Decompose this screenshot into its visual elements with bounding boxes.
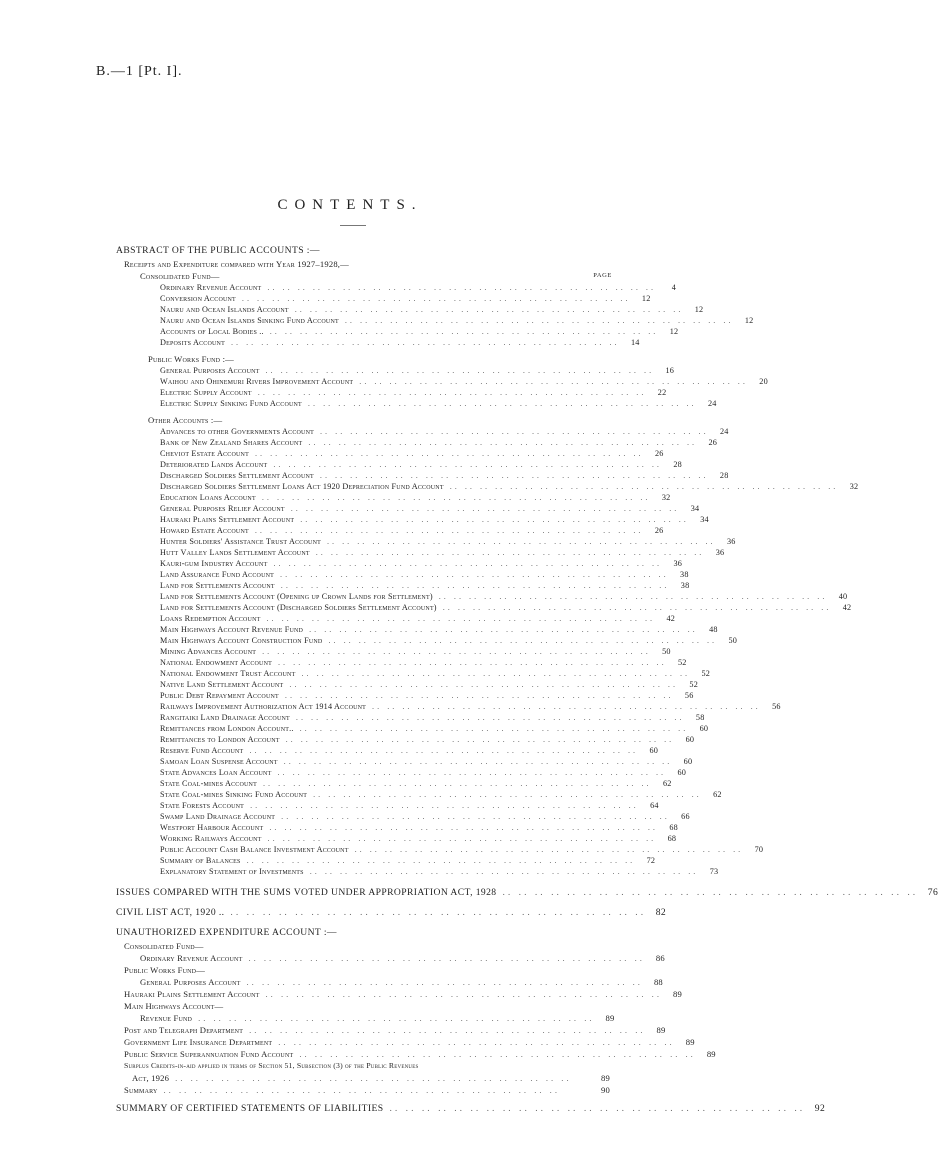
- section-civil-list: CIVIL LIST ACT, 1920 .. .. .. .. .. .. .. .. .. .. .. .. .. .. .. .. .. .. .. .. .. .. .. .. .. .. .. 82: [116, 907, 667, 918]
- toc-entry-label: Deteriorated Lands Account: [160, 460, 268, 469]
- toc-entry-label: National Endowment Account: [160, 658, 272, 667]
- toc-leader: .. .. .. .. .. .. .. .. .. .. .. .. .. .. .. .. .. .. .. .. .. .. .. .. .. ..: [313, 790, 702, 799]
- toc-entry-label: Nauru and Ocean Islands Sinking Fund Account: [160, 316, 339, 325]
- toc-entry-label: Samoan Loan Suspense Account: [160, 757, 278, 766]
- toc-entry-label: General Purposes Relief Account: [160, 504, 285, 513]
- section-abstract: ABSTRACT OF THE PUBLIC ACCOUNTS :—: [116, 245, 320, 256]
- toc-entry-label: State Coal-mines Account: [160, 779, 257, 788]
- toc-entry-label: Cheviot Estate Account: [160, 449, 249, 458]
- toc-entry-label: Education Loans Account: [160, 493, 256, 502]
- toc-entry: [0, 734, 700, 745]
- toc-entry-page: 34: [690, 504, 700, 513]
- toc-entry: [0, 525, 700, 536]
- toc-entry: [0, 326, 700, 337]
- subsection-other: Other Accounts :—: [148, 415, 223, 425]
- u-consolidated: Consolidated Fund—: [124, 941, 204, 951]
- toc-entry-label: Railways Improvement Authorization Act 1914 Account: [160, 702, 367, 711]
- toc-entry: [0, 811, 700, 822]
- toc-entry-page: 38: [680, 581, 690, 590]
- toc-entry-page: 34: [700, 515, 709, 524]
- toc-entry: [0, 723, 709, 734]
- page-column-label: PAGE: [593, 272, 612, 279]
- u-superann: Public Service Superannuation Fund Account .. .. .. .. .. .. .. .. .. .. .. .. .. .. .. .. .. .. .. .. .. .. .. .. .. .. 89: [124, 1049, 716, 1059]
- toc-entry-page: 42: [842, 603, 852, 612]
- toc-leader: .. .. .. .. .. .. .. .. .. .. .. .. .. .. .. .. .. .. .. .. .. .. .. .. .. ..: [315, 548, 705, 557]
- toc-entry: [0, 712, 705, 723]
- toc-entry: [0, 426, 729, 437]
- u-govt-life: Government Life Insurance Department .. .. .. .. .. .. .. .. .. .. .. .. .. .. .. .. .. .. .. .. .. .. .. .. .. .. 89: [124, 1037, 695, 1047]
- toc-entry-label: Advances to other Governments Account: [160, 427, 314, 436]
- toc-entry: [0, 337, 700, 348]
- toc-leader: .. .. .. .. .. .. .. .. .. .. .. .. .. .. .. .. .. .. .. .. .. .. .. .. .. ..: [308, 438, 698, 447]
- toc-entry-label: Main Highways Account Construction Fund: [160, 636, 323, 645]
- toc-entry: [0, 387, 700, 398]
- toc-leader: .. .. .. .. .. .. .. .. .. .. .. .. .. .. .. .. .. .. .. .. .. .. .. .. .. ..: [267, 283, 657, 292]
- toc-entry-label: Public Account Cash Balance Investment Account: [160, 845, 349, 854]
- toc-entry-page: 4: [671, 283, 677, 292]
- toc-leader: .. .. .. .. .. .. .. .. .. .. .. .. .. .. .. .. .. .. .. .. .. .. .. .. .. ..: [267, 834, 657, 843]
- toc-leader: .. .. .. .. .. .. .. .. .. .. .. .. .. .. .. .. .. .. .. .. .. .. .. .. .. ..: [289, 680, 678, 689]
- toc-entry-label: Remittances to London Account: [160, 735, 280, 744]
- consolidated-list: [0, 282, 754, 348]
- toc-entry-page: 50: [662, 647, 671, 656]
- toc-leader: .. .. .. .. .. .. .. .. .. .. .. .. .. .. .. .. .. .. .. .. .. .. .. .. .. ..: [328, 636, 718, 645]
- toc-entry-label: Land for Settlements Account: [160, 581, 275, 590]
- toc-entry: [0, 646, 700, 657]
- toc-entry-page: 32: [661, 493, 671, 502]
- toc-entry-page: 60: [699, 724, 709, 733]
- page-title: CONTENTS.: [277, 197, 423, 213]
- toc-entry-page: 28: [719, 471, 729, 480]
- toc-entry-page: 26: [654, 526, 664, 535]
- toc-entry-page: 58: [695, 713, 705, 722]
- toc-leader: .. .. .. .. .. .. .. .. .. .. .. .. .. .. .. .. .. .. .. .. .. .. .. .. .. ..: [230, 338, 620, 347]
- toc-entry-page: 14: [630, 338, 640, 347]
- toc-leader: .. .. .. .. .. .. .. .. .. .. .. .. .. .. .. .. .. .. .. .. .. .. .. .. .. ..: [442, 603, 832, 612]
- toc-entry-label: Reserve Fund Account: [160, 746, 244, 755]
- toc-leader: .. .. .. .. .. .. .. .. .. .. .. .. .. .. .. .. .. .. .. .. .. .. .. .. .. ..: [294, 305, 684, 314]
- toc-entry: [0, 448, 700, 459]
- toc-entry-page: 20: [759, 377, 768, 386]
- toc-entry-label: Rangitaiki Land Drainage Account: [160, 713, 290, 722]
- toc-entry: [0, 690, 700, 701]
- toc-entry-page: 68: [669, 823, 678, 832]
- section-unauthorized: UNAUTHORIZED EXPENDITURE ACCOUNT :—: [116, 927, 337, 938]
- toc-entry-page: 12: [669, 327, 679, 336]
- toc-leader: .. .. .. .. .. .. .. .. .. .. .. .. .. .. .. .. .. .. .. .. .. .. .. .. .. ..: [273, 460, 662, 469]
- toc-leader: .. .. .. .. .. .. .. .. .. .. .. .. .. .. .. .. .. .. .. .. .. .. .. .. .. ..: [449, 482, 839, 491]
- toc-entry: [0, 365, 700, 376]
- toc-leader: .. .. .. .. .. .. .. .. .. .. .. .. .. .. .. .. .. .. .. .. .. .. .. .. .. ..: [283, 757, 673, 766]
- toc-entry: [0, 668, 711, 679]
- u-ordinary: Ordinary Revenue Account .. .. .. .. .. .. .. .. .. .. .. .. .. .. .. .. .. .. .. .. .. .. .. .. .. .. 86: [140, 953, 665, 963]
- toc-entry-page: 56: [772, 702, 781, 711]
- toc-entry-label: Main Highways Account Revenue Fund: [160, 625, 304, 634]
- toc-entry-label: Conversion Account: [160, 294, 236, 303]
- toc-leader: .. .. .. .. .. .. .. .. .. .. .. .. .. .. .. .. .. .. .. .. .. .. .. .. .. ..: [265, 366, 655, 375]
- toc-leader: .. .. .. .. .. .. .. .. .. .. .. .. .. .. .. .. .. .. .. .. .. .. .. .. .. ..: [438, 592, 828, 601]
- u-surplus-line2: Act, 1926 .. .. .. .. .. .. .. .. .. .. .. .. .. .. .. .. .. .. .. .. .. .. .. .. .. .. 89: [132, 1073, 610, 1083]
- toc-entry: [0, 822, 700, 833]
- toc-leader: .. .. .. .. .. .. .. .. .. .. .. .. .. .. .. .. .. .. .. .. .. .. .. .. .. ..: [372, 702, 761, 711]
- toc-entry-page: 12: [641, 294, 651, 303]
- toc-leader: .. .. .. .. .. .. .. .. .. .. .. .. .. .. .. .. .. .. .. .. .. .. .. .. .. ..: [277, 768, 667, 777]
- toc-entry-page: 72: [646, 856, 656, 865]
- toc-leader: .. .. .. .. .. .. .. .. .. .. .. .. .. .. .. .. .. .. .. .. .. .. .. .. .. ..: [320, 427, 709, 436]
- toc-entry: [0, 437, 718, 448]
- toc-entry: [0, 701, 781, 712]
- toc-entry-label: General Purposes Account: [160, 366, 260, 375]
- toc-entry-label: Discharged Soldiers Settlement Loans Act 1920 Depreciation Fund Account: [160, 482, 444, 491]
- toc-entry-page: 26: [708, 438, 718, 447]
- toc-entry-label: Hutt Valley Lands Settlement Account: [160, 548, 310, 557]
- toc-entry-page: 42: [666, 614, 676, 623]
- u-summary: Summary .. .. .. .. .. .. .. .. .. .. .. .. .. .. .. .. .. .. .. .. .. .. .. .. .. .. 90: [124, 1085, 610, 1095]
- toc-entry: [0, 569, 700, 580]
- toc-entry-page: 40: [838, 592, 848, 601]
- toc-entry: [0, 833, 700, 844]
- toc-leader: .. .. .. .. .. .. .. .. .. .. .. .. .. .. .. .. .. .. .. .. .. .. .. .. .. ..: [326, 537, 716, 546]
- toc-leader: .. .. .. .. .. .. .. .. .. .. .. .. .. .. .. .. .. .. .. .. .. .. .. .. .. ..: [250, 801, 639, 810]
- toc-leader: .. .. .. .. .. .. .. .. .. .. .. .. .. .. .. .. .. .. .. .. .. .. .. .. .. ..: [295, 713, 685, 722]
- toc-entry: [0, 514, 709, 525]
- toc-entry: [0, 398, 717, 409]
- public-works-list: [0, 365, 768, 409]
- toc-entry-label: Nauru and Ocean Islands Account: [160, 305, 289, 314]
- toc-entry-label: Explanatory Statement of Investments: [160, 867, 304, 876]
- toc-entry-page: 62: [662, 779, 672, 788]
- toc-entry-page: 52: [678, 658, 687, 667]
- u-general: General Purposes Account .. .. .. .. .. .. .. .. .. .. .. .. .. .. .. .. .. .. .. .. .. .. .. .. .. .. 88: [140, 977, 663, 987]
- toc-entry: [0, 767, 700, 778]
- toc-entry: [0, 591, 848, 602]
- toc-entry-page: 73: [709, 867, 719, 876]
- toc-entry-page: 24: [720, 427, 729, 436]
- toc-entry-label: Deposits Account: [160, 338, 225, 347]
- toc-leader: .. .. .. .. .. .. .. .. .. .. .. .. .. .. .. .. .. .. .. .. .. .. .. .. .. ..: [257, 388, 647, 397]
- toc-entry: [0, 613, 700, 624]
- toc-leader: .. .. .. .. .. .. .. .. .. .. .. .. .. .. .. .. .. .. .. .. .. .. .. .. .. ..: [319, 471, 709, 480]
- toc-entry-page: 52: [701, 669, 711, 678]
- toc-entry: [0, 745, 700, 756]
- u-main-highways: Main Highways Account—: [124, 1001, 224, 1011]
- toc-entry: [0, 778, 700, 789]
- toc-entry: [0, 580, 700, 591]
- toc-leader: .. .. .. .. .. .. .. .. .. .. .. .. .. .. .. .. .. .. .. .. .. .. .. .. .. ..: [281, 812, 670, 821]
- toc-entry-label: Remittances from London Account..: [160, 724, 294, 733]
- toc-entry: [0, 789, 722, 800]
- toc-entry-page: 60: [677, 768, 687, 777]
- toc-entry-page: 36: [715, 548, 725, 557]
- toc-entry: [0, 459, 700, 470]
- toc-leader: .. .. .. .. .. .. .. .. .. .. .. .. .. .. .. .. .. .. .. .. .. .. .. .. .. ..: [280, 570, 669, 579]
- toc-entry-label: Bank of New Zealand Shares Account: [160, 438, 303, 447]
- toc-entry: [0, 536, 736, 547]
- toc-entry: [0, 679, 700, 690]
- toc-entry-page: 52: [689, 680, 698, 689]
- section-issues: ISSUES COMPARED WITH THE SUMS VOTED UNDER APPROPRIATION ACT, 1928 .. .. .. .. .. .. .. .. .. .. .. .. .. .. .. .. .. .. .. .. .. .. .. .. .. .. 76: [116, 887, 938, 898]
- toc-leader: .. .. .. .. .. .. .. .. .. .. .. .. .. .. .. .. .. .. .. .. .. .. .. .. .. ..: [309, 625, 698, 634]
- subsection-consolidated: Consolidated Fund— PAGE: [140, 271, 612, 281]
- toc-entry-page: 60: [685, 735, 695, 744]
- toc-entry-page: 12: [694, 305, 704, 314]
- toc-entry-page: 60: [649, 746, 659, 755]
- toc-entry: [0, 304, 704, 315]
- toc-leader: .. .. .. .. .. .. .. .. .. .. .. .. .. .. .. .. .. .. .. .. .. .. .. .. .. ..: [300, 515, 689, 524]
- u-surplus-line1: Surplus Credits-in-aid applied in terms of Section 51, Subsection (3) of the Public Revenues: [124, 1061, 419, 1070]
- u-public-works: Public Works Fund—: [124, 965, 206, 975]
- toc-entry-label: Waihou and Ohinemuri Rivers Improvement Account: [160, 377, 354, 386]
- toc-entry-page: 24: [707, 399, 717, 408]
- toc-entry-label: Accounts of Local Bodies ..: [160, 327, 264, 336]
- toc-entry: [0, 376, 768, 387]
- toc-leader: .. .. .. .. .. .. .. .. .. .. .. .. .. .. .. .. .. .. .. .. .. .. .. .. .. ..: [241, 294, 631, 303]
- table-of-contents: [0, 243, 938, 1116]
- toc-leader: .. .. .. .. .. .. .. .. .. .. .. .. .. .. .. .. .. .. .. .. .. .. .. .. .. ..: [266, 614, 656, 623]
- toc-entry-label: Mining Advances Account: [160, 647, 257, 656]
- toc-entry-page: 28: [673, 460, 682, 469]
- toc-entry-page: 68: [667, 834, 677, 843]
- subsection-public-works: Public Works Fund :—: [148, 354, 234, 364]
- toc-entry-label: Westport Harbour Account: [160, 823, 264, 832]
- toc-entry-label: Hauraki Plains Settlement Account: [160, 515, 295, 524]
- toc-leader: .. .. .. .. .. .. .. .. .. .. .. .. .. .. .. .. .. .. .. .. .. .. .. .. .. ..: [299, 724, 689, 733]
- toc-leader: .. .. .. .. .. .. .. .. .. .. .. .. .. .. .. .. .. .. .. .. .. .. .. .. .. ..: [307, 399, 697, 408]
- toc-entry-page: 56: [684, 691, 694, 700]
- toc-entry-label: Summary of Balances: [160, 856, 241, 865]
- toc-leader: .. .. .. .. .. .. .. .. .. .. .. .. .. .. .. .. .. .. .. .. .. .. .. .. .. ..: [290, 504, 680, 513]
- toc-entry-label: Electric Supply Sinking Fund Account: [160, 399, 302, 408]
- toc-leader: .. .. .. .. .. .. .. .. .. .. .. .. .. .. .. .. .. .. .. .. .. .. .. .. .. ..: [262, 647, 651, 656]
- subsection-receipts: Receipts and Expenditure compared with Year 1927–1928,—: [124, 259, 349, 269]
- toc-entry: [0, 624, 718, 635]
- toc-entry: [0, 602, 852, 613]
- toc-entry-page: 26: [654, 449, 664, 458]
- toc-entry-label: State Forests Account: [160, 801, 245, 810]
- toc-entry-label: Land Assurance Fund Account: [160, 570, 275, 579]
- toc-leader: .. .. .. .. .. .. .. .. .. .. .. .. .. .. .. .. .. .. .. .. .. .. .. .. .. ..: [269, 823, 658, 832]
- toc-entry: [0, 800, 700, 811]
- toc-entry-page: 36: [673, 559, 683, 568]
- toc-entry-label: Land for Settlements Account (Opening up Crown Lands for Settlement): [160, 592, 433, 601]
- toc-leader: .. .. .. .. .. .. .. .. .. .. .. .. .. .. .. .. .. .. .. .. .. .. .. .. .. ..: [285, 735, 675, 744]
- u-post: Post and Telegraph Department .. .. .. .. .. .. .. .. .. .. .. .. .. .. .. .. .. .. .. .. .. .. .. .. .. .. 89: [124, 1025, 666, 1035]
- u-revenue-fund: Revenue Fund .. .. .. .. .. .. .. .. .. .. .. .. .. .. .. .. .. .. .. .. .. .. .. .. .. .. 89: [140, 1013, 615, 1023]
- toc-leader: .. .. .. .. .. .. .. .. .. .. .. .. .. .. .. .. .. .. .. .. .. .. .. .. .. ..: [269, 327, 659, 336]
- toc-leader: .. .. .. .. .. .. .. .. .. .. .. .. .. .. .. .. .. .. .. .. .. .. .. .. .. ..: [261, 493, 651, 502]
- toc-entry: [0, 866, 719, 877]
- toc-entry-label: Discharged Soldiers Settlement Account: [160, 471, 314, 480]
- toc-entry-page: 38: [680, 570, 689, 579]
- toc-leader: .. .. .. .. .. .. .. .. .. .. .. .. .. .. .. .. .. .. .. .. .. .. .. .. .. ..: [309, 867, 699, 876]
- toc-leader: .. .. .. .. .. .. .. .. .. .. .. .. .. .. .. .. .. .. .. .. .. .. .. .. .. ..: [284, 691, 674, 700]
- toc-entry: [0, 558, 700, 569]
- toc-entry-page: 62: [713, 790, 722, 799]
- toc-entry: [0, 470, 729, 481]
- toc-entry-page: 22: [657, 388, 667, 397]
- section-certified: SUMMARY OF CERTIFIED STATEMENTS OF LIABILITIES .. .. .. .. .. .. .. .. .. .. .. .. .. .. .. .. .. .. .. .. .. .. .. .. .. .. 92: [116, 1103, 826, 1114]
- toc-entry: [0, 503, 700, 514]
- toc-leader: .. .. .. .. .. .. .. .. .. .. .. .. .. .. .. .. .. .. .. .. .. .. .. .. .. ..: [249, 746, 639, 755]
- toc-entry-label: Hunter Soldiers' Assistance Trust Account: [160, 537, 321, 546]
- page-header: B.—1 [Pt. I].: [96, 64, 183, 79]
- toc-entry-label: Ordinary Revenue Account: [160, 283, 262, 292]
- toc-entry: [0, 315, 754, 326]
- toc-entry-label: Native Land Settlement Account: [160, 680, 284, 689]
- toc-entry-label: Swamp Land Drainage Account: [160, 812, 276, 821]
- toc-entry-page: 12: [744, 316, 754, 325]
- toc-entry-page: 32: [849, 482, 859, 491]
- toc-entry-label: Kauri-gum Industry Account: [160, 559, 268, 568]
- toc-entry: [0, 855, 700, 866]
- other-accounts-list: [0, 426, 859, 877]
- toc-entry-label: Public Debt Repayment Account: [160, 691, 279, 700]
- toc-entry-page: 64: [650, 801, 659, 810]
- toc-leader: .. .. .. .. .. .. .. .. .. .. .. .. .. .. .. .. .. .. .. .. .. .. .. .. .. ..: [359, 377, 748, 386]
- toc-entry: [0, 282, 700, 293]
- toc-entry-page: 36: [726, 537, 736, 546]
- toc-entry: [0, 756, 700, 767]
- toc-entry: [0, 844, 764, 855]
- toc-leader: .. .. .. .. .. .. .. .. .. .. .. .. .. .. .. .. .. .. .. .. .. .. .. .. .. ..: [273, 559, 663, 568]
- toc-entry-page: 16: [665, 366, 675, 375]
- toc-leader: .. .. .. .. .. .. .. .. .. .. .. .. .. .. .. .. .. .. .. .. .. .. .. .. .. ..: [344, 316, 734, 325]
- toc-leader: .. .. .. .. .. .. .. .. .. .. .. .. .. .. .. .. .. .. .. .. .. .. .. .. .. ..: [280, 581, 670, 590]
- toc-entry: [0, 293, 700, 304]
- toc-entry-label: State Coal-mines Sinking Fund Account: [160, 790, 308, 799]
- toc-entry-label: Land for Settlements Account (Discharged Soldiers Settlement Account): [160, 603, 437, 612]
- toc-entry-page: 66: [681, 812, 690, 821]
- toc-entry-page: 50: [728, 636, 738, 645]
- toc-entry-label: Loans Redemption Account: [160, 614, 261, 623]
- toc-leader: .. .. .. .. .. .. .. .. .. .. .. .. .. .. .. .. .. .. .. .. .. .. .. .. .. ..: [278, 658, 667, 667]
- toc-leader: .. .. .. .. .. .. .. .. .. .. .. .. .. .. .. .. .. .. .. .. .. .. .. .. .. ..: [246, 856, 636, 865]
- toc-entry: [0, 635, 738, 646]
- toc-entry-label: Howard Estate Account: [160, 526, 249, 535]
- u-hauraki: Hauraki Plains Settlement Account .. .. .. .. .. .. .. .. .. .. .. .. .. .. .. .. .. .. .. .. .. .. .. .. .. .. 89: [124, 989, 682, 999]
- toc-entry-page: 60: [683, 757, 693, 766]
- toc-entry-page: 70: [754, 845, 764, 854]
- toc-entry: [0, 657, 700, 668]
- toc-entry-label: Electric Supply Account: [160, 388, 252, 397]
- toc-leader: .. .. .. .. .. .. .. .. .. .. .. .. .. .. .. .. .. .. .. .. .. .. .. .. .. ..: [262, 779, 652, 788]
- toc-entry-label: Working Railways Account: [160, 834, 262, 843]
- toc-leader: .. .. .. .. .. .. .. .. .. .. .. .. .. .. .. .. .. .. .. .. .. .. .. .. .. ..: [254, 449, 644, 458]
- toc-leader: .. .. .. .. .. .. .. .. .. .. .. .. .. .. .. .. .. .. .. .. .. .. .. .. .. ..: [301, 669, 691, 678]
- toc-leader: .. .. .. .. .. .. .. .. .. .. .. .. .. .. .. .. .. .. .. .. .. .. .. .. .. ..: [354, 845, 744, 854]
- toc-entry-page: 48: [709, 625, 718, 634]
- toc-entry-label: State Advances Loan Account: [160, 768, 272, 777]
- toc-entry: [0, 547, 725, 558]
- toc-entry: [0, 492, 700, 503]
- title-rule: [340, 225, 366, 226]
- toc-entry-label: National Endowment Trust Account: [160, 669, 296, 678]
- toc-leader: .. .. .. .. .. .. .. .. .. .. .. .. .. .. .. .. .. .. .. .. .. .. .. .. .. ..: [254, 526, 644, 535]
- toc-entry: [0, 481, 859, 492]
